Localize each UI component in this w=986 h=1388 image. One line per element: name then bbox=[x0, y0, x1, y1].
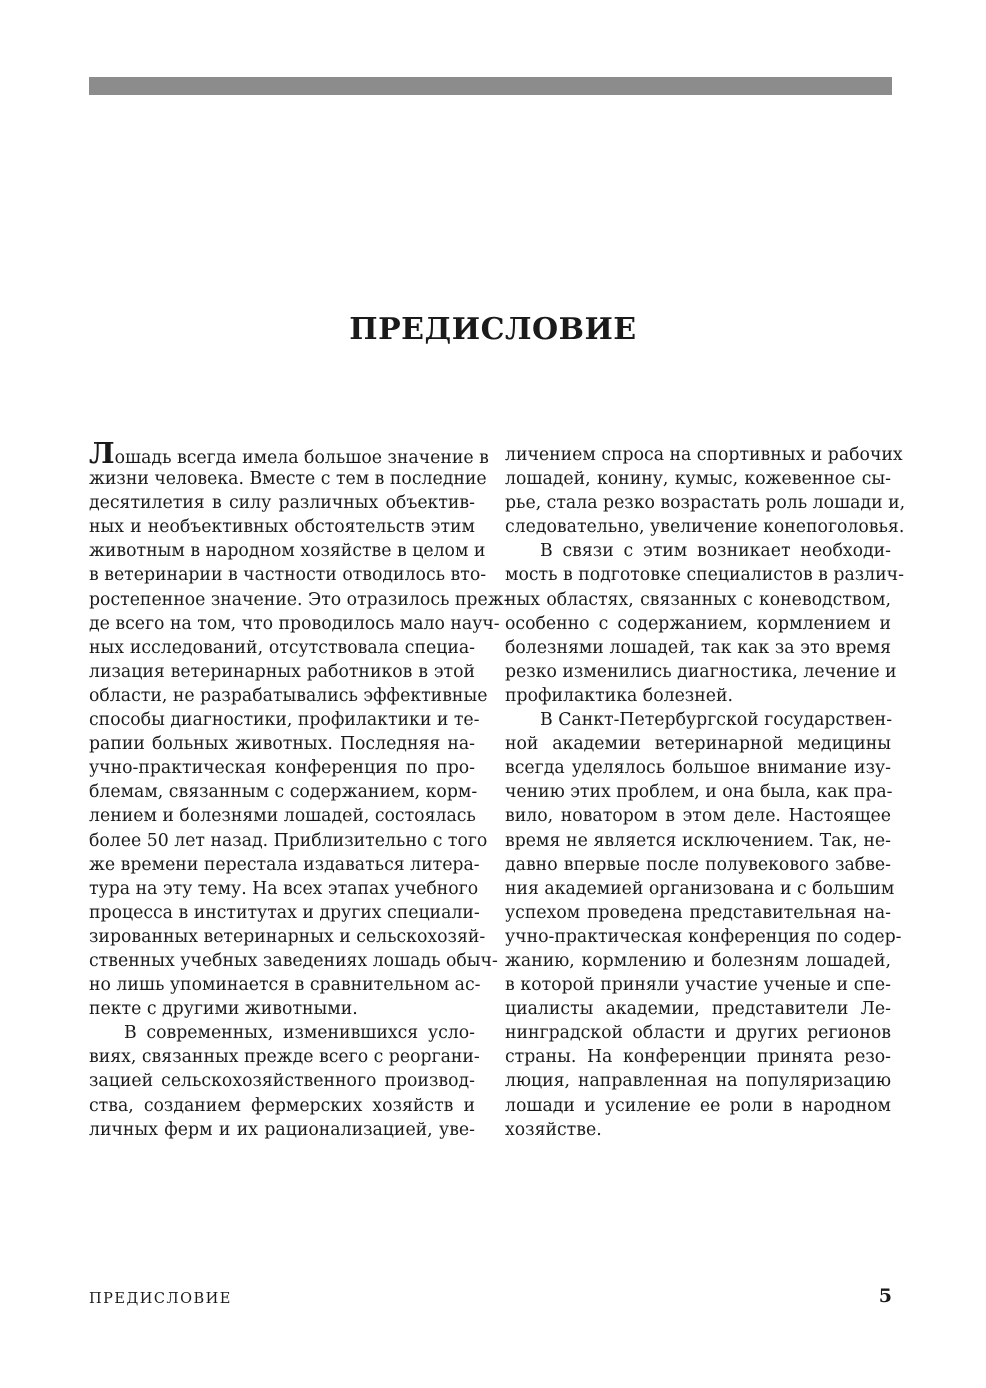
text-line: хозяйстве. bbox=[505, 1119, 602, 1140]
text-line: страны. На конференции принята резо- bbox=[505, 1047, 891, 1068]
text-line: ных исследований, отсутствовала специа- bbox=[89, 637, 475, 658]
text-line: В связи с этим возникает необходи- bbox=[540, 541, 891, 562]
text-column-right bbox=[505, 443, 906, 1142]
text-line: учно-практическая конференция по содер- bbox=[505, 926, 902, 947]
text-line: ных и необъективных обстоятельств этим bbox=[89, 517, 475, 538]
text-line: в которой приняли участие ученые и спе- bbox=[505, 975, 891, 996]
text-line: следовательно, увеличение конепоголовья. bbox=[505, 517, 905, 538]
text-line: жизни человека. Вместе с тем в последние bbox=[89, 469, 487, 490]
text-line: время не является исключением. Так, не- bbox=[505, 830, 891, 851]
text-line: десятилетия в силу различных объектив- bbox=[89, 493, 475, 514]
text-line: более 50 лет назад. Приблизительно с того bbox=[89, 830, 488, 851]
text-line: В Санкт-Петербургской государствен- bbox=[540, 710, 893, 731]
text-column-left bbox=[89, 436, 510, 1142]
text-line: давно впервые после полувекового забве- bbox=[505, 854, 891, 875]
text-line: вило, новатором в этом деле. Настоящее bbox=[505, 806, 891, 827]
text-line: рье, стала резко возрастать роль лошади и, bbox=[505, 493, 906, 514]
text-line: рапии больных животных. Последняя на- bbox=[89, 734, 475, 755]
text-line: личных ферм и их рационализацией, уве- bbox=[89, 1119, 475, 1140]
text-line: тура на эту тему. На всех этапах учебного bbox=[89, 878, 479, 899]
text-line: резко изменились диагностика, лечение и bbox=[505, 661, 897, 682]
text-line: области, не разрабатывались эффективные bbox=[89, 685, 488, 706]
text-line: ной академии ветеринарной медицины bbox=[505, 734, 891, 755]
text-line: лением и болезнями лошадей, состоялась bbox=[89, 806, 476, 827]
text-line: успехом проведена представительная на- bbox=[505, 902, 891, 923]
text-line: ства, созданием фермерских хозяйств и bbox=[89, 1095, 475, 1116]
text-line: зацией сельскохозяйственного производ- bbox=[89, 1071, 475, 1092]
text-line: личением спроса на спортивных и рабочих bbox=[505, 445, 903, 465]
page-number: 5 bbox=[878, 1285, 892, 1307]
text-line: де всего на том, что проводилось мало науч- bbox=[89, 613, 500, 634]
text-line: процесса в институтах и других специали- bbox=[89, 902, 480, 923]
text-line: В современных, изменившихся усло- bbox=[124, 1023, 475, 1044]
drop-cap: Л bbox=[89, 436, 115, 470]
text-line: мость в подготовке специалистов в различ- bbox=[505, 565, 904, 586]
text-line: циалисты академии, представители Ле- bbox=[505, 999, 891, 1020]
text-line: ственных учебных заведениях лошадь обыч- bbox=[89, 950, 498, 971]
text-line: же времени перестала издаваться литера- bbox=[89, 854, 480, 875]
text-line: учно-практическая конференция по про- bbox=[89, 758, 475, 779]
text-line: способы диагностики, профилактики и те- bbox=[89, 710, 480, 731]
text-line: пекте с другими животными. bbox=[89, 999, 358, 1020]
text-line: жанию, кормлению и болезням лошадей, bbox=[505, 950, 891, 971]
text-line: Лошадь всегда имела большое значение в bbox=[89, 436, 489, 470]
text-line: виях, связанных прежде всего с реоргани- bbox=[89, 1047, 480, 1068]
running-head: ПРЕДИСЛОВИЕ bbox=[89, 1291, 232, 1307]
text-line: ния академией организована и с большим bbox=[505, 878, 895, 899]
text-line: в ветеринарии в частности отводилось вто- bbox=[89, 565, 487, 586]
text-line: животным в народном хозяйстве в целом и bbox=[89, 541, 486, 562]
header-rule bbox=[89, 77, 892, 95]
text-line: лизация ветеринарных работников в этой bbox=[89, 661, 475, 682]
text-line: лошадей, конину, кумыс, кожевенное сы- bbox=[505, 469, 891, 490]
text-line: люция, направленная на популяризацию bbox=[505, 1071, 891, 1092]
text-line: всегда уделялось большое внимание изу- bbox=[505, 758, 891, 779]
text-line: зированных ветеринарных и сельскохозяй- bbox=[89, 926, 486, 947]
page-title: ПРЕДИСЛОВИЕ bbox=[349, 312, 637, 347]
text-line: ростепенное значение. Это отразилось преж- bbox=[89, 589, 510, 610]
text-line: особенно с содержанием, кормлением и bbox=[505, 613, 891, 634]
text-line: лошади и усиление ее роли в народном bbox=[505, 1095, 891, 1116]
text-line: ных областях, связанных с коневодством, bbox=[505, 589, 891, 610]
text-line: блемам, связанным с содержанием, корм- bbox=[89, 782, 478, 803]
text-line: нинградской области и других регионов bbox=[505, 1023, 891, 1044]
text-line: но лишь упоминается в сравнительном ас- bbox=[89, 975, 481, 996]
text-line: профилактика болезней. bbox=[505, 685, 733, 706]
text-line: болезнями лошадей, так как за это время bbox=[505, 637, 891, 658]
text-line: чению этих проблем, и она была, как пра- bbox=[505, 782, 893, 803]
